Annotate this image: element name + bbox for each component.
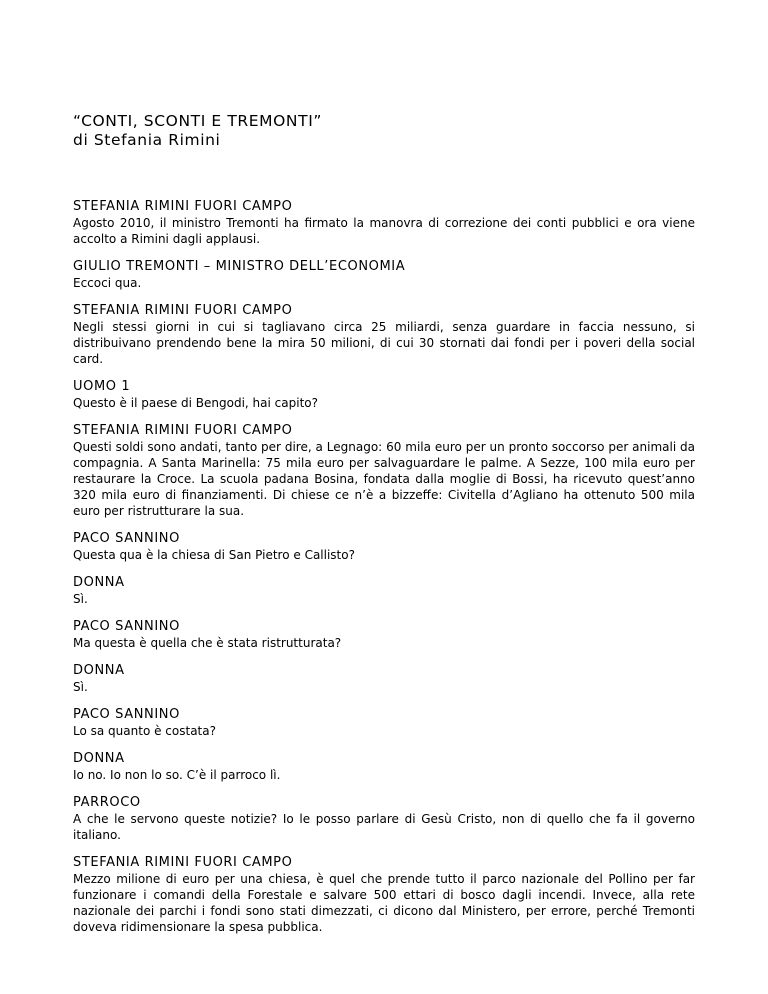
- transcript-entry: [73, 379, 695, 411]
- transcript-entry: [73, 751, 695, 783]
- speaker-name: GIULIO TREMONTI – MINISTRO DELL’ECONOMIA: [73, 259, 406, 274]
- transcript-entry: [73, 663, 695, 695]
- speaker-name: DONNA: [73, 663, 125, 678]
- transcript-entry: [73, 795, 695, 843]
- speaker-name: DONNA: [73, 575, 125, 590]
- document-title: “CONTI, SCONTI E TREMONTI”: [73, 112, 323, 130]
- transcript-entry: [73, 423, 695, 519]
- speaker-name: STEFANIA RIMINI FUORI CAMPO: [73, 423, 293, 438]
- transcript-entry: [73, 531, 695, 563]
- speech-text: Negli stessi giorni in cui si tagliavano circa 25 miliardi, senza guardare in faccia nessuno, si distribuivano prendendo bene la mira 50 milioni, di cui 30 stornati dai fondi per i poveri della social card.: [73, 320, 695, 366]
- speech-text: Questo è il paese di Bengodi, hai capito?: [73, 396, 318, 410]
- speaker-name: PARROCO: [73, 795, 141, 810]
- transcript-entry: [73, 303, 695, 367]
- transcript-entry: [73, 855, 695, 935]
- title-block: [73, 112, 693, 150]
- speaker-name: PACO SANNINO: [73, 707, 180, 722]
- document-byline: di Stefania Rimini: [73, 131, 221, 149]
- speaker-name: PACO SANNINO: [73, 619, 180, 634]
- speech-text: Sì.: [73, 680, 88, 694]
- speech-text: Questi soldi sono andati, tanto per dire, a Legnago: 60 mila euro per un pronto soccorso per animali da compagnia. A Santa Marinella: 75 mila euro per salvaguardare le palme. A Sezze, 100 mila euro per restaurare la Croce. La scuola padana Bosina, fondata dalla moglie di Bossi, ha ricevuto quest’anno 320 mila euro di finanziamenti. Di chiese ce n’è a bizzeffe: Civitella d’Agliano ha ottenuto 500 mila euro per ristrutturare la sua.: [73, 440, 695, 518]
- speech-text: Sì.: [73, 592, 88, 606]
- transcript-entry: [73, 199, 695, 247]
- speaker-name: STEFANIA RIMINI FUORI CAMPO: [73, 199, 293, 214]
- speech-text: A che le servono queste notizie? Io le posso parlare di Gesù Cristo, non di quello che fa il governo italiano.: [73, 812, 695, 842]
- transcript-entry: [73, 619, 695, 651]
- speaker-name: DONNA: [73, 751, 125, 766]
- speaker-name: PACO SANNINO: [73, 531, 180, 546]
- speech-text: Questa qua è la chiesa di San Pietro e Callisto?: [73, 548, 355, 562]
- speaker-name: STEFANIA RIMINI FUORI CAMPO: [73, 855, 293, 870]
- speaker-name: STEFANIA RIMINI FUORI CAMPO: [73, 303, 293, 318]
- speech-text: Mezzo milione di euro per una chiesa, è quel che prende tutto il parco nazionale del Pollino per far funzionare i comandi della Forestale e salvare 500 ettari di bosco dagli incendi. Invece, alla rete nazionale dei parchi i fondi sono stati dimezzati, ci dicono dal Ministero, per errore, perché Tremonti doveva ridimensionare la spesa pubblica.: [73, 872, 695, 934]
- speech-text: Io no. Io non lo so. C’è il parroco lì.: [73, 768, 281, 782]
- speech-text: Lo sa quanto è costata?: [73, 724, 216, 738]
- speech-text: Agosto 2010, il ministro Tremonti ha firmato la manovra di correzione dei conti pubblici e ora viene accolto a Rimini dagli applausi.: [73, 216, 695, 246]
- transcript-entry: [73, 575, 695, 607]
- transcript-body: [73, 199, 695, 947]
- transcript-entry: [73, 259, 695, 291]
- speech-text: Eccoci qua.: [73, 276, 142, 290]
- speaker-name: UOMO 1: [73, 379, 131, 394]
- speech-text: Ma questa è quella che è stata ristrutturata?: [73, 636, 342, 650]
- transcript-entry: [73, 707, 695, 739]
